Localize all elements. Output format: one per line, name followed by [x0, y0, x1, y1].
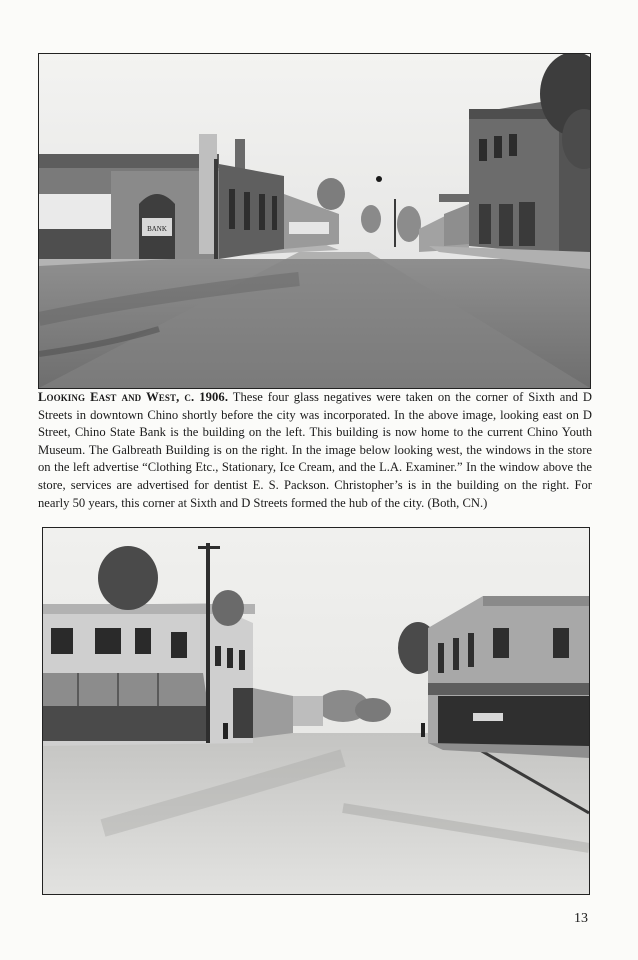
photo-looking-west: [42, 527, 590, 895]
caption-title: Looking East and West, c. 1906.: [38, 390, 229, 404]
caption-text: These four glass negatives were taken on the corner of Sixth and D Streets in downtown Chino shortly before the city was incorporated. In the above image, looking east on D Street, Chino State Bank is the building on the left. This building is now home to the current Chino Youth Museum. The Galbreath Building is on the right. In the image below looking west, the windows in the store on the left advertise “Clothing Etc., Stationary, Ice Cream, and the L.A. Examiner.” In the window above the store, services are advertised for dentist E. S. Packson. Christopher’s is in the building on the right. For nearly 50 years, this corner at Sixth and D Streets formed the hub of the city. (Both, CN.): [38, 390, 592, 510]
photo-caption: [38, 389, 592, 512]
street-scene-west: [43, 528, 589, 894]
page-number: 13: [574, 911, 588, 926]
photo-looking-east: [38, 53, 591, 389]
street-scene-east: [39, 54, 590, 388]
bank-sign: BANK: [147, 225, 167, 233]
